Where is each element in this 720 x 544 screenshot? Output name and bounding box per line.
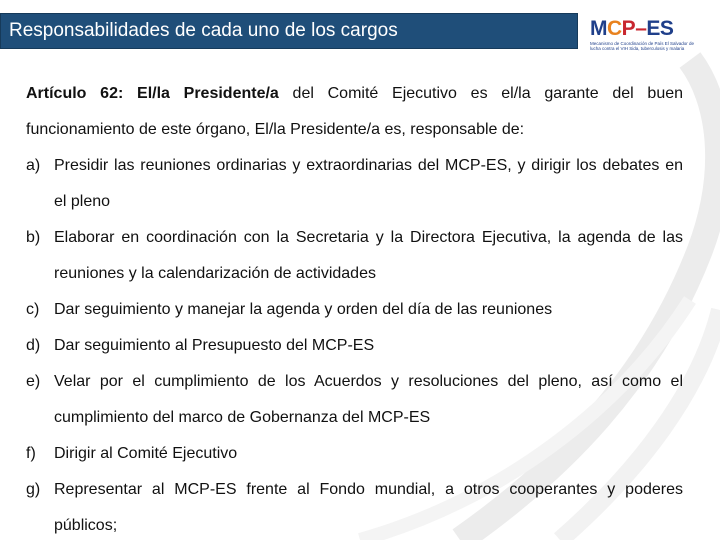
responsibilities-list — [26, 148, 683, 544]
list-item-text: Dar seguimiento al Presupuesto del MCP-ES — [54, 337, 375, 354]
list-item-letter: f) — [26, 445, 36, 462]
list-item-letter: a) — [26, 157, 41, 174]
list-item — [26, 148, 683, 220]
list-item-letter: c) — [26, 301, 40, 318]
logo-letter-m: M — [590, 17, 607, 40]
header-bar — [0, 13, 578, 49]
logo-letters-es: ES — [646, 17, 674, 40]
article-role: El/la Presidente/a — [137, 85, 279, 102]
list-item — [26, 328, 683, 364]
mcp-es-logo — [580, 15, 712, 55]
article-text: del Comité Ejecutivo es el/la garante del buen funcionamiento de este órgano, El/la Presidente/a es, responsable de: — [26, 85, 684, 138]
article-intro — [26, 76, 683, 148]
list-item-text: Velar por el cumplimiento de los Acuerdos y resoluciones del pleno, así como el cumplimiento del marco de Gobernanza del MCP-ES — [54, 373, 683, 426]
list-item-letter: b) — [26, 229, 41, 246]
list-item — [26, 472, 683, 544]
logo-subtitle: Mecanismo de Coordinación de País El Salvador de lucha contra el VIH Sida, tuberculosis y malaria — [590, 41, 695, 51]
list-item-text: Elaborar en coordinación con la Secretaria y la Directora Ejecutiva, la agenda de las reuniones y la calendarización de actividades — [54, 229, 683, 282]
list-item — [26, 220, 683, 292]
list-item — [26, 364, 683, 436]
page-title: Responsabilidades de cada uno de los cargos — [9, 20, 398, 41]
list-item-letter: e) — [26, 373, 41, 390]
logo-letter-c: C — [607, 17, 622, 40]
list-item-text: Presidir las reuniones ordinarias y extraordinarias del MCP-ES, y dirigir los debates en el pleno — [54, 157, 683, 210]
list-item-letter: d) — [26, 337, 41, 354]
list-item-text: Dar seguimiento y manejar la agenda y orden del día de las reuniones — [54, 301, 553, 318]
article-label: Artículo 62: — [26, 85, 124, 102]
list-item-letter: g) — [26, 481, 41, 498]
logo-wordmark — [590, 17, 673, 41]
list-item-text: Dirigir al Comité Ejecutivo — [54, 445, 238, 462]
logo-dash: – — [635, 17, 647, 40]
logo-letter-p: P — [621, 17, 636, 40]
article-content — [26, 76, 683, 544]
list-item-text: Representar al MCP-ES frente al Fondo mundial, a otros cooperantes y poderes públicos; — [54, 481, 683, 534]
list-item — [26, 436, 683, 472]
list-item — [26, 292, 683, 328]
